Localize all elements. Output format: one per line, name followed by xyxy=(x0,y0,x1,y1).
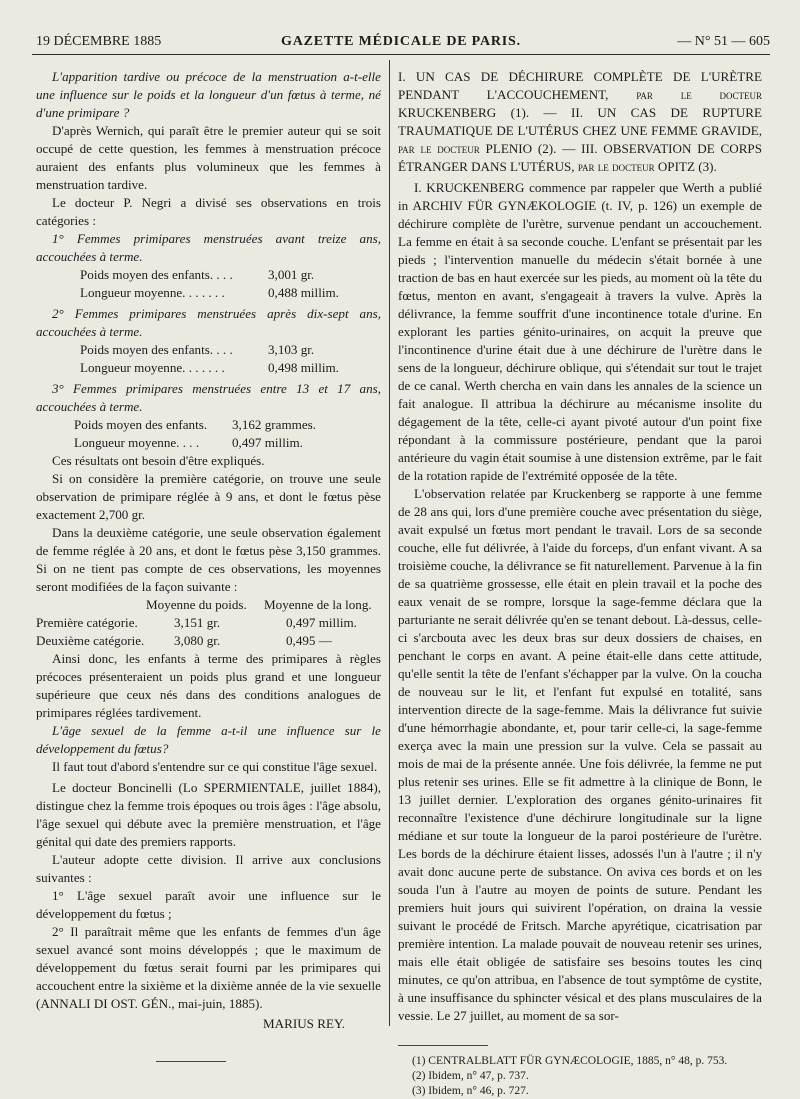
table-cell-length: 0,497 millim. xyxy=(286,615,357,630)
cat1-length-row xyxy=(36,284,381,302)
end-rule xyxy=(156,1061,226,1062)
cat2-weight-label: Poids moyen des enfants. . . . xyxy=(80,342,233,357)
table-row xyxy=(36,614,381,632)
conclusion-1: 1° L'âge sexuel paraît avoir une influence sur le développement du fœtus ; xyxy=(36,888,381,921)
paragraph-results: Ces résultats ont besoin d'être expliqués. xyxy=(52,453,265,468)
cat3-weight-label: Poids moyen des enfants. xyxy=(74,417,208,432)
cat2-weight-value: 3,103 gr. xyxy=(268,342,315,357)
left-column xyxy=(36,68,381,1062)
cat3-length-label: Longueur moyenne. . . . xyxy=(74,435,200,450)
cat2-weight-row xyxy=(36,341,381,359)
cat3-weight-row xyxy=(36,416,381,434)
footnote-3: (3) Ibidem, n° 46, p. 727. xyxy=(412,1085,529,1097)
paragraph-conclusion-weight: Ainsi donc, les enfants à terme des primipares à règles précoces présenteraient un poids plus grand et une longueur supérieure que ceux nés dans des conditions analogues de primipares réglées tardivement. xyxy=(36,651,381,720)
footnote-2: (2) Ibidem, n° 47, p. 737. xyxy=(412,1070,529,1082)
cat1-weight-label: Poids moyen des enfants. . . . xyxy=(80,267,233,282)
table-row-label: Première catégorie. xyxy=(36,615,138,630)
paragraph-negri: Le docteur P. Negri a divisé ses observations en trois catégories : xyxy=(36,195,381,228)
table-row xyxy=(36,632,381,650)
page-header xyxy=(32,32,770,55)
cat2-length-label: Longueur moyenne. . . . . . . xyxy=(80,360,225,375)
table-cell-weight: 3,080 gr. xyxy=(174,633,221,648)
paragraph-kruckenberg-intro: I. KRUCKENBERG commence par rappeler que Werth a publié in ARCHIV FÜR GYNÆKOLOGIE (t. IV, p. 126) un exemple de déchirure complète de l'urètre, survenue pendant un accouchement. La femme en était à sa seconde couche. L'enfant se présentait par les pieds ; l'intervention manuelle du médecin s'était bornée à une traction de bas en haut exercée sur les pieds, au moment où la tête du fœtus, menton en avant, s'engageait à travers la vulve. Après la délivrance, la femme souffrit d'une incontinence totale d'urine. En explorant les parties génito-urinaires, on acquit la preuve que l'incontinence d'urine était due à une déchirure de l'urètre dans le sens de la longueur, déchirure oblique, qui s'étendait sur tout le trajet de ce canal. Werth chercha en vain dans les annales de la science un fait analogue. Il attribua la déchirure au mécanisme insolite du dégagement de la tête, celle-ci ayant pivoté autour d'un point fixe répondant à la commissure postérieure, pendant que la paroi antérieure du vagin était soumise à une distension extrême, par le fait de la rotation rapide de l'extrémité opposée de la tête. xyxy=(398,180,762,483)
paragraph-wernich: D'après Wernich, qui paraît être le premier auteur qui se soit occupé de cette question, les femmes à menstruation précoce auraient des enfants plus volumineux que les femmes à menstruation tardive. xyxy=(36,123,381,192)
category-1-heading: 1° Femmes primipares menstruées avant treize ans, accouchées à terme. xyxy=(36,231,381,264)
conclusion-2: 2° Il paraîtrait même que les enfants de femmes d'un âge sexuel avancé sont moins développés ; que le maximum de développement du fœtus serait fourni par les primipares qui accouchent entre la sixième et la dixième année de la vie sexuelle (ANNALI DI OST. GÉN., mai-juin, 1885). xyxy=(36,924,381,1011)
table-header-length: Moyenne de la long. xyxy=(264,597,372,612)
right-column xyxy=(398,68,762,1099)
table-cell-length: 0,495 — xyxy=(286,633,332,648)
cat2-length-row xyxy=(36,359,381,377)
footnote-rule xyxy=(398,1045,488,1046)
header-date: 19 DÉCEMBRE 1885 xyxy=(36,34,162,49)
cat1-weight-value: 3,001 gr. xyxy=(268,267,315,282)
cat3-length-row xyxy=(36,434,381,452)
cat3-weight-value: 3,162 grammes. xyxy=(232,417,317,432)
table-header-row xyxy=(36,596,381,614)
paragraph-sexual-age: Il faut tout d'abord s'entendre sur ce qui constitue l'âge sexuel. xyxy=(52,759,378,774)
cat2-length-value: 0,498 millim. xyxy=(268,360,339,375)
category-2-heading: 2° Femmes primipares menstruées après dix-sept ans, accouchées à terme. xyxy=(36,306,381,339)
cat1-length-label: Longueur moyenne. . . . . . . xyxy=(80,285,225,300)
question-sexual-age: L'âge sexuel de la femme a-t-il une influence sur le développement du fœtus? xyxy=(36,723,381,756)
author-signature: MARIUS REY. xyxy=(263,1016,345,1031)
paragraph-boncinelli: Le docteur Boncinelli (Lo SPERMIENTALE, juillet 1884), distingue chez la femme trois époques ou trois âges : l'âge absolu, l'âge sexuel qui débute avec la première menstruation, et l'âge génital qui date des premiers rapports. xyxy=(36,780,381,849)
question-menstruation: L'apparition tardive ou précoce de la menstruation a-t-elle une influence sur le poids et la longueur d'un fœtus à terme, né d'une primipare ? xyxy=(36,69,381,120)
footnotes xyxy=(398,1054,762,1099)
table-row-label: Deuxième catégorie. xyxy=(36,633,145,648)
journal-title: GAZETTE MÉDICALE DE PARIS. xyxy=(281,34,521,49)
table-cell-weight: 3,151 gr. xyxy=(174,615,221,630)
category-3-heading: 3° Femmes primipares menstruées entre 13 et 17 ans, accouchées à terme. xyxy=(36,381,381,414)
paragraph-first-category: Si on considère la première catégorie, on trouve une seule observation de primipare réglée à 9 ans, et dont le fœtus pèse exactement 2,700 gr. xyxy=(36,471,381,522)
cat3-length-value: 0,497 millim. xyxy=(232,435,303,450)
footnote-1: (1) CENTRALBLATT FÜR GYNÆCOLOGIE, 1885, n° 48, p. 753. xyxy=(412,1055,728,1067)
paragraph-kruckenberg-observation: L'observation relatée par Kruckenberg se rapporte à une femme de 28 ans qui, lors d'une première couche avec présentation du siège, avait expulsé un fœtus mort pendant le travail. Lors de sa seconde couche, elle fut délivrée, à l'aide du forceps, d'un enfant vivant. A sa troisième couche, la délivrance se fit naturellement. Parvenue à la fin de sa quatrième grossesse, elle était en plein travail et la poche des eaux venait de se rompre, lorsque la sage-femme déclara que la parturiante ne serait délivrée qu'en se tenant debout. Là-dessus, celle-ci s'arcbouta avec les deux bras sur deux dossiers de chaises, en penchant le corps en avant. A peine était-elle dans cette attitude, qu'elle sentit la tête de l'enfant s'échapper par la vulve. On la coucha de nouveau sur le lit, et l'enfant fut expulsé en totalité, sans intervention directe de la sage-femme. Mais la délivrance fut suivie d'une hémorrhagie abondante, et, pour tarir celle-ci, la sage-femme exerça avec la main une pression sur la vulve. Cela se passait au mois de mai de la présente année. Une fois délivrée, la femme ne put plus retenir ses urines. Elle se fit admettre à la clinique de Bonn, le 13 juillet dernier. L'exploration des organes génito-urinaires fit reconnaître l'existence d'une déchirure longitudinale sur la ligne médiane et sur toute la longueur de la paroi postérieure de l'urètre. Les bords de la déchirure étaient lisses, adossés l'un à l'autre ; il n'y avait donc aucune perte de substance. On aviva ces bords et on les souda l'un à l'autre au moyen de points de suture. Pendant les premiers huit jours qui suivirent l'opération, on draina la vessie suivant le procédé de Fritsch. Marche apyrétique, cicatrisation par première intention. La malade pouvait de nouveau retenir ses urines, mais elle était obligée de satisfaire ses besoins toutes les cinq minutes, ce qu'on attribua, en l'absence de tout symptôme de cystite, à une insuffisance du sphincter vésical et des plans musculaires de la vessie. Le 27 juillet, au moment de sa sor- xyxy=(398,486,762,1023)
issue-page-number: — N° 51 — 605 xyxy=(677,34,770,49)
table-header-weight: Moyenne du poids. xyxy=(146,597,247,612)
column-divider xyxy=(389,60,390,1026)
cat1-weight-row xyxy=(36,266,381,284)
cat1-length-value: 0,488 millim. xyxy=(268,285,339,300)
article-title: I. UN CAS DE DÉCHIRURE COMPLÈTE DE L'URÈTRE PENDANT L'ACCOUCHEMENT, par le docteur KRUCKENBERG (1). — II. UN CAS DE RUPTURE TRAUMATIQUE DE L'UTÉRUS CHEZ UNE FEMME GRAVIDE, par le docteur PLENIO (2). — III. OBSERVATION DE CORPS ÉTRANGER DANS L'UTÉRUS, par le docteur OPITZ (3). xyxy=(398,69,762,174)
paragraph-second-category: Dans la deuxième catégorie, une seule observation également de femme réglée à 20 ans, et dont le fœtus pèse 3,150 grammes. Si on ne tient pas compte de ces observations, les moyennes seront modifiées de la façon suivante : xyxy=(36,525,381,594)
paragraph-division: L'auteur adopte cette division. Il arrive aux conclusions suivantes : xyxy=(36,852,381,885)
